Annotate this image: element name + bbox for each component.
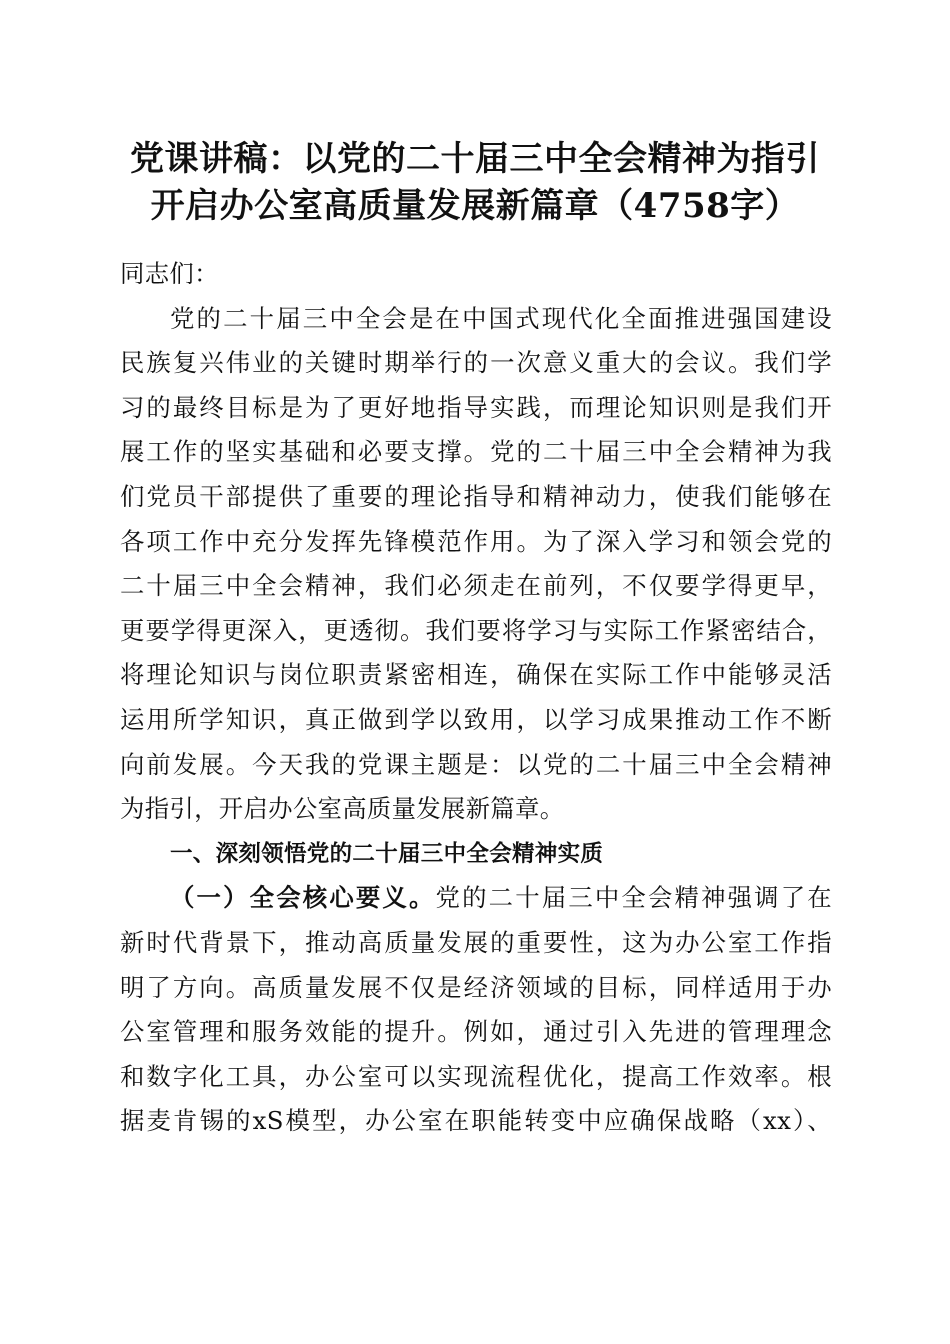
salutation: 同志们： (120, 259, 219, 288)
paragraph-line: 党的二十届三中全会是在中国式现代化全面推进强国建设 (170, 303, 832, 333)
paragraph-line: 更要学得更深入，更透彻。我们要将学习与实际工作紧密结合， (120, 615, 832, 645)
paragraph-line: 习的最终目标是为了更好地指导实践，而理论知识则是我们开 (120, 392, 832, 422)
paragraph-line: 新时代背景下，推动高质量发展的重要性，这为办公室工作指 (120, 927, 832, 957)
paragraph-line: 二十届三中全会精神，我们必须走在前列，不仅要学得更早， (120, 571, 832, 601)
section-heading: 一、深刻领悟党的二十届三中全会精神实质 (170, 840, 604, 867)
document-body (120, 252, 832, 1144)
title-line-1: 党课讲稿：以党的二十届三中全会精神为指引 (130, 139, 820, 179)
paragraph-line: 明了方向。高质量发展不仅是经济领域的目标，同样适用于办 (120, 972, 832, 1002)
paragraph-line: 公室管理和服务效能的提升。例如，通过引入先进的管理理念 (120, 1017, 832, 1047)
paragraph-line: 为指引，开启办公室高质量发展新篇章。 (120, 794, 565, 824)
paragraph-line: 据麦肯锡的xS模型，办公室在职能转变中应确保战略（xx）、 (120, 1106, 832, 1136)
paragraph-line: 运用所学知识，真正做到学以致用，以学习成果推动工作不断 (120, 704, 832, 734)
document-title (110, 136, 840, 230)
paragraph-line: 向前发展。今天我的党课主题是：以党的二十届三中全会精神 (120, 749, 832, 779)
paragraph-line: 将理论知识与岗位职责紧密相连，确保在实际工作中能够灵活 (120, 660, 832, 690)
title-line-2: 开启办公室高质量发展新篇章（4758字） (150, 186, 800, 226)
paragraph-line: 展工作的坚实基础和必要支撑。党的二十届三中全会精神为我 (120, 437, 832, 467)
paragraph-line: 和数字化工具，办公室可以实现流程优化，提高工作效率。根 (120, 1061, 832, 1091)
intro-paragraph (120, 297, 832, 832)
paragraph-line: 民族复兴伟业的关键时期举行的一次意义重大的会议。我们学 (120, 348, 832, 378)
paragraph-line: 们党员干部提供了重要的理论指导和精神动力，使我们能够在 (120, 481, 832, 511)
paragraph-line (120, 876, 832, 921)
subsection-lead: （一）全会核心要义。 (170, 883, 436, 913)
paragraph-line: 各项工作中充分发挥先锋模范作用。为了深入学习和领会党的 (120, 526, 832, 556)
subsection-text: 党的二十届三中全会精神强调了在 (435, 883, 832, 913)
subsection-paragraph (120, 876, 832, 1144)
